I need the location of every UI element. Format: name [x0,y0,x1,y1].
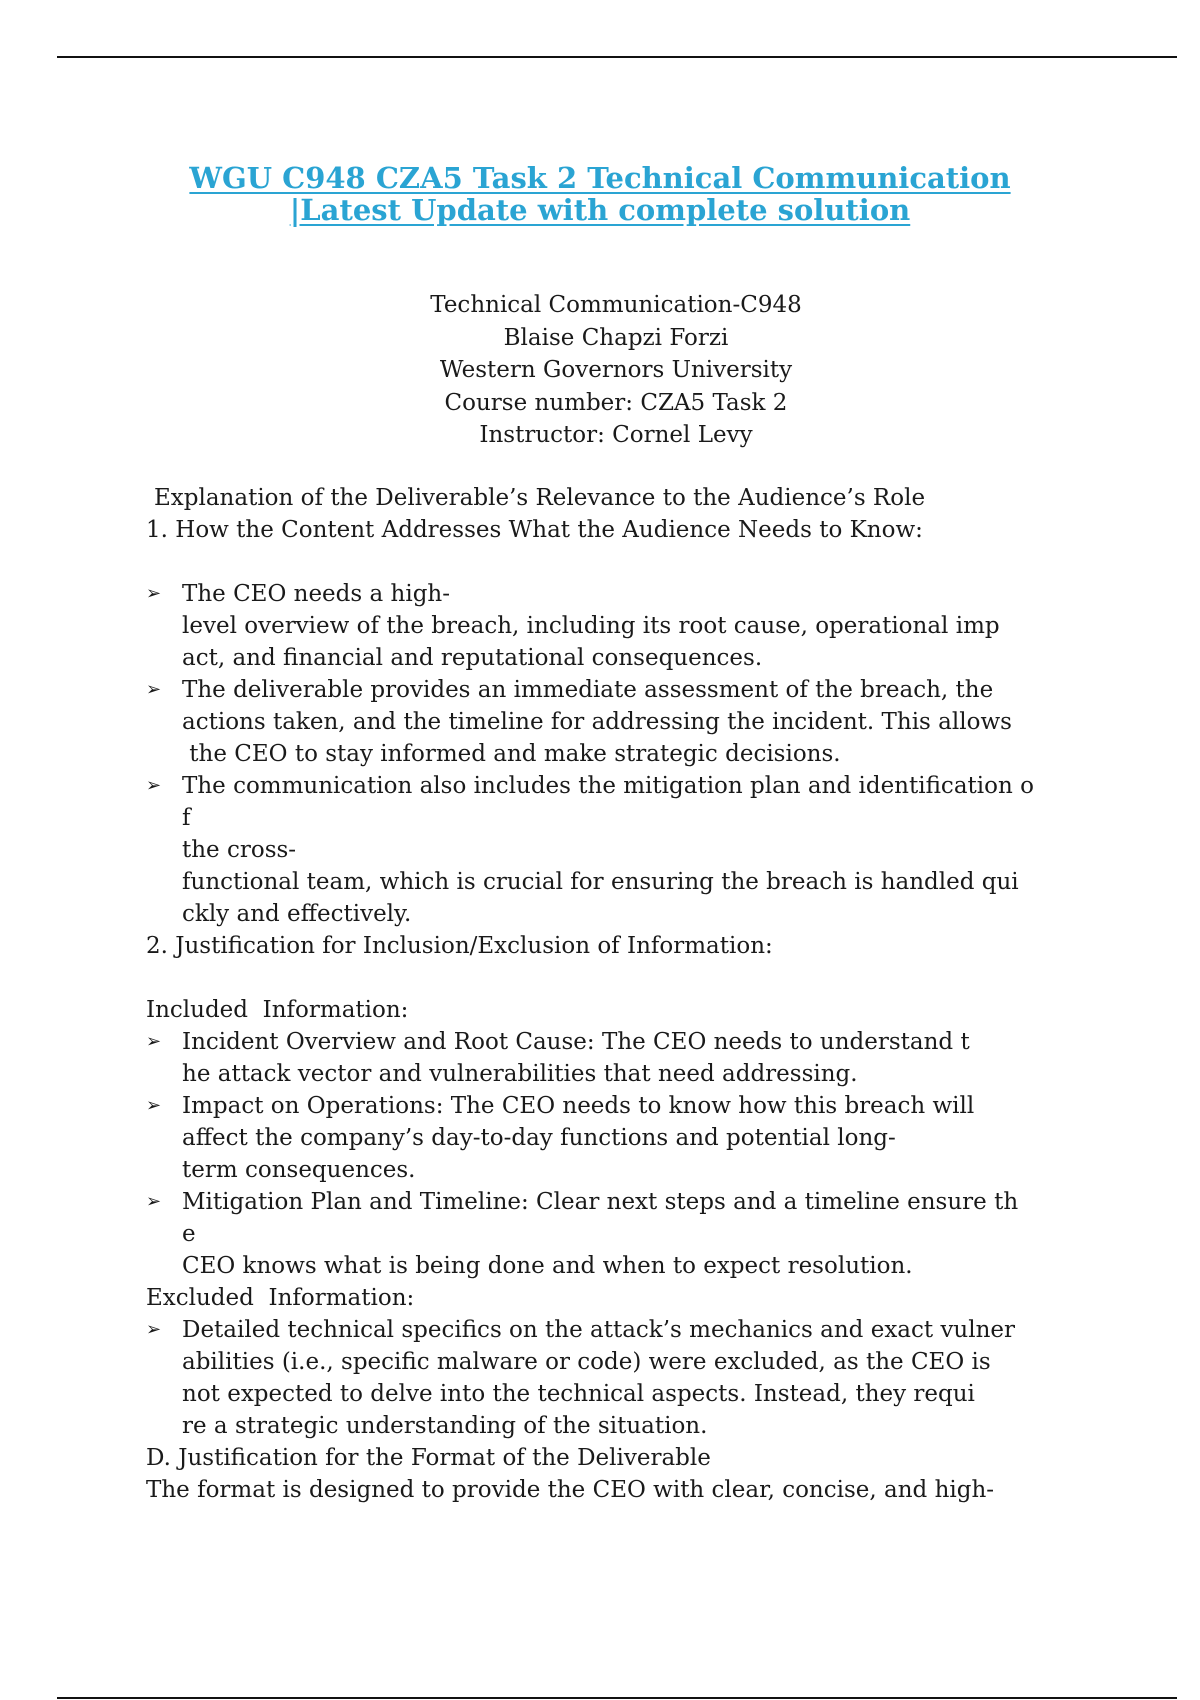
bullet-line: term consequences. [182,1157,416,1183]
point-1-heading: 1. How the Content Addresses What the Audience Needs to Know: [146,517,923,543]
bullet-line: abilities (i.e., specific malware or code) were excluded, as the CEO is [182,1349,991,1375]
included-bullet-1 [146,1026,1106,1090]
audience-bullet-3 [146,770,1106,930]
arrow-bullet-icon: ➢ [146,1095,162,1116]
included-heading: Included Information: [146,997,409,1023]
bullet-line: The deliverable provides an immediate assessment of the breach, the [182,677,994,703]
excluded-heading: Excluded Information: [146,1285,415,1311]
bullet-line: The CEO needs a high- [182,581,451,607]
arrow-bullet-icon: ➢ [146,583,162,604]
audience-bullet-1 [146,578,1106,674]
bullet-line: affect the company’s day-to-day functions and potential long- [182,1125,896,1151]
bullet-line: actions taken, and the timeline for addressing the incident. This allows [182,709,1012,735]
format-paragraph: The format is designed to provide the CEO with clear, concise, and high- [146,1477,995,1503]
included-bullet-3 [146,1186,1106,1282]
excluded-bullet-1 [146,1314,1106,1442]
bullet-line: The communication also includes the mitigation plan and identification o [182,773,1034,799]
course-number: Course number: CZA5 Task 2 [444,389,788,416]
document-body [146,482,1106,1506]
arrow-bullet-icon: ➢ [146,679,162,700]
arrow-bullet-icon: ➢ [146,775,162,796]
bullet-line: level overview of the breach, including its root cause, operational imp [182,613,1000,639]
arrow-bullet-icon: ➢ [146,1319,162,1340]
bullet-line: the cross- [182,837,297,863]
document-title [150,162,1050,226]
bullet-line: he attack vector and vulnerabilities that need addressing. [182,1061,858,1087]
bottom-rule [57,1697,1177,1699]
point-2-heading: 2. Justification for Inclusion/Exclusion of Information: [146,933,773,959]
arrow-bullet-icon: ➢ [146,1191,162,1212]
cover-meta [300,289,932,452]
bullet-line: not expected to delve into the technical aspects. Instead, they requi [182,1381,975,1407]
bullet-line: CEO knows what is being done and when to expect resolution. [182,1253,913,1279]
bullet-line: ckly and effectively. [182,901,412,927]
bullet-line: the CEO to stay informed and make strategic decisions. [182,741,841,767]
bullet-line: act, and financial and reputational consequences. [182,645,763,671]
arrow-bullet-icon: ➢ [146,1031,162,1052]
section-d-heading: D. Justification for the Format of the Deliverable [146,1445,711,1471]
author-name: Blaise Chapzi Forzi [503,324,729,351]
bullet-line: e [182,1221,196,1247]
bullet-line: functional team, which is crucial for ensuring the breach is handled qui [182,869,1019,895]
bullet-line: Impact on Operations: The CEO needs to know how this breach will [182,1093,975,1119]
bullet-line: Incident Overview and Root Cause: The CEO needs to understand t [182,1029,970,1055]
title-link-line-2[interactable]: |Latest Update with complete solution [289,193,911,227]
audience-bullet-2 [146,674,1106,770]
bullet-line: re a strategic understanding of the situation. [182,1413,708,1439]
bullet-line: Mitigation Plan and Timeline: Clear next steps and a timeline ensure th [182,1189,1019,1215]
title-link-line-1[interactable]: WGU C948 CZA5 Task 2 Technical Communication [189,161,1011,195]
bullet-line: Detailed technical specifics on the attack’s mechanics and exact vulner [182,1317,1016,1343]
bullet-line: f [182,805,191,831]
university-name: Western Governors University [439,357,793,383]
included-bullet-2 [146,1090,1106,1186]
section-heading: Explanation of the Deliverable’s Relevance to the Audience’s Role [154,485,926,511]
instructor-name: Instructor: Cornel Levy [479,422,753,448]
course-title: Technical Communication-C948 [430,292,802,318]
top-rule [57,56,1177,58]
